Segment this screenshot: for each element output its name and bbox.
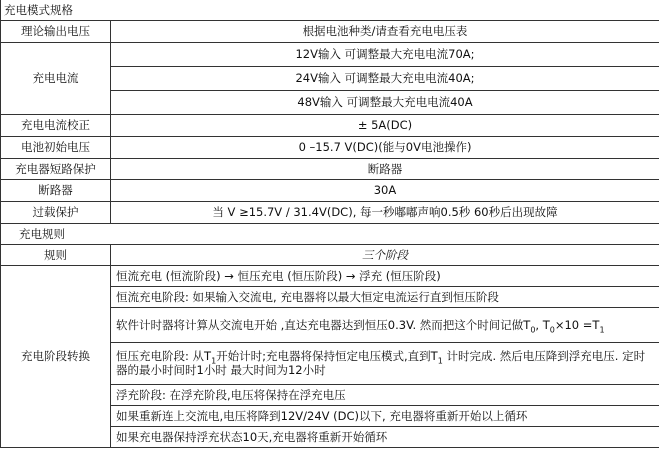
row-label: 过载保护 bbox=[1, 201, 111, 223]
row-value: 30A bbox=[111, 179, 659, 201]
row-value: 浮充阶段: 在浮充阶段,电压将保持在浮充电压 bbox=[111, 384, 659, 405]
table-row bbox=[1, 201, 659, 223]
row-value: 24V输入 可调整最大充电电流40A; bbox=[111, 66, 659, 90]
row-value: 三个阶段 bbox=[111, 244, 659, 265]
row-value: 恒流充电阶段: 如果输入交流电, 充电器将以最大恒定电流运行直到恒压阶段 bbox=[111, 286, 659, 307]
subscript: 1 bbox=[599, 324, 605, 334]
row-label: 充电电流 bbox=[1, 42, 111, 114]
subscript: 1 bbox=[437, 356, 443, 366]
title-row bbox=[1, 0, 659, 20]
table-row bbox=[1, 158, 659, 179]
section-title: 充电规则 bbox=[1, 223, 659, 244]
text-part: 软件计时器将计算从交流电开始 ,直达充电器达到恒压0.3V. 然而把这个时间记做T bbox=[116, 317, 531, 332]
row-label: 充电阶段转换 bbox=[1, 265, 111, 447]
table-row bbox=[1, 42, 659, 66]
text-part: , T bbox=[535, 317, 550, 332]
row-value: 根据电池种类/请查看充电电压表 bbox=[111, 20, 659, 42]
subscript: 0 bbox=[549, 324, 555, 334]
row-label: 理论输出电压 bbox=[1, 20, 111, 42]
row-value: ± 5A(DC) bbox=[111, 114, 659, 136]
row-label: 充电电流校正 bbox=[1, 114, 111, 136]
table-row bbox=[1, 244, 659, 265]
table-title: 充电模式规格 bbox=[1, 0, 659, 20]
row-value: 恒流充电 (恒流阶段) → 恒压充电 (恒压阶段) → 浮充 (恒压阶段) bbox=[111, 265, 659, 286]
text-part: 计时完成. 然后电压降到浮充电压. 定时器的最小时间时1小时 最大时间为12小时 bbox=[116, 349, 646, 377]
text-part: 恒压充电阶段: 从T bbox=[116, 349, 212, 363]
row-value: 断路器 bbox=[111, 158, 659, 179]
row-value: 如果重新连上交流电,电压将降到12V/24V (DC)以下, 充电器将重新开始以上循环 bbox=[111, 405, 659, 426]
row-value: 如果充电器保持浮充状态10天,充电器将重新开始循环 bbox=[111, 426, 659, 447]
section-row bbox=[1, 223, 659, 244]
table-row bbox=[1, 20, 659, 42]
table-row bbox=[1, 265, 659, 286]
text-part: ×10 =T bbox=[554, 317, 600, 332]
table-row bbox=[1, 179, 659, 201]
row-value: 0 –15.7 V(DC)(能与0V电池操作) bbox=[111, 136, 659, 158]
subscript: 0 bbox=[530, 324, 536, 334]
row-label: 断路器 bbox=[1, 179, 111, 201]
row-label: 充电器短路保护 bbox=[1, 158, 111, 179]
subscript: 1 bbox=[211, 356, 217, 366]
row-value: 12V输入 可调整最大充电电流70A; bbox=[111, 42, 659, 66]
row-value: 当 V ≥15.7V / 31.4V(DC), 每一秒嘟嘟声响0.5秒 60秒后出现故障 bbox=[111, 201, 659, 223]
row-value bbox=[111, 307, 659, 342]
row-value bbox=[111, 342, 659, 384]
text-part: 开始计时;充电器将保持恒定电压模式,直到T bbox=[216, 349, 438, 363]
table-row bbox=[1, 114, 659, 136]
table-row bbox=[1, 136, 659, 158]
row-label: 电池初始电压 bbox=[1, 136, 111, 158]
row-label: 规则 bbox=[1, 244, 111, 265]
row-value: 48V输入 可调整最大充电电流40A bbox=[111, 90, 659, 114]
